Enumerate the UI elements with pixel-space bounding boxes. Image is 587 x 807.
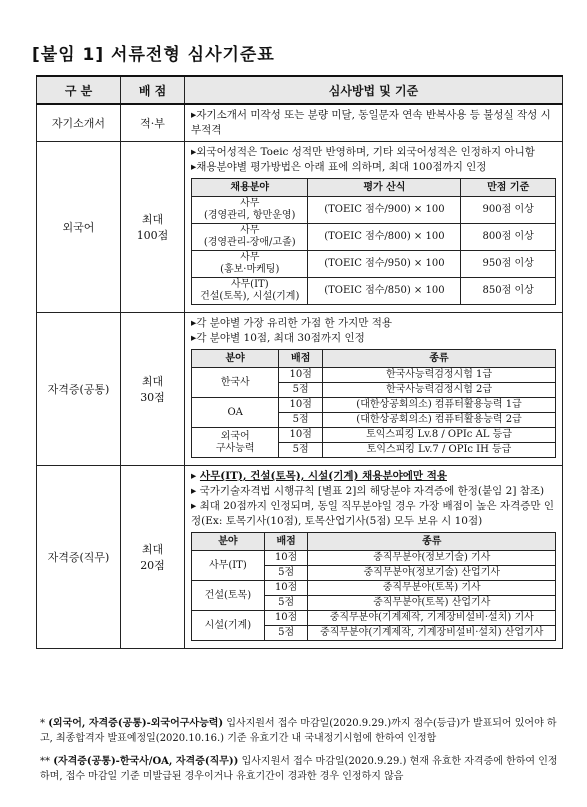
job-pts: 10점 bbox=[264, 611, 308, 626]
lang-bullet-2: 채용분야별 평가방법은 아래 표에 의하며, 최대 100점까지 인정 bbox=[196, 161, 487, 173]
lang-max: 950점 이상 bbox=[461, 251, 556, 278]
cert-kind: 한국사능력검정시험 2급 bbox=[323, 383, 556, 398]
job-pts: 5점 bbox=[264, 566, 308, 581]
essay-score: 적·부 bbox=[121, 104, 185, 142]
essay-category: 자기소개서 bbox=[37, 104, 121, 142]
cert-group: 외국어 bbox=[220, 430, 250, 442]
lang-score-line1: 최대 bbox=[141, 213, 164, 226]
job-group: 사무(IT) bbox=[192, 551, 265, 581]
lang-th-field: 채용분야 bbox=[192, 179, 308, 197]
job-score-line1: 최대 bbox=[141, 543, 164, 556]
cert-kind: 한국사능력검정시험 1급 bbox=[323, 368, 556, 383]
job-th-pts: 배점 bbox=[264, 533, 308, 551]
job-pts: 5점 bbox=[264, 626, 308, 641]
cert-score-line1: 최대 bbox=[141, 375, 164, 388]
cert-kind: (대한상공회의소) 컴퓨터활용능력 1급 bbox=[323, 398, 556, 413]
job-table bbox=[191, 532, 556, 641]
lang-category: 외국어 bbox=[37, 142, 121, 313]
lang-field: 사무 bbox=[240, 225, 260, 236]
cert-bullet-1: 각 분야별 가장 유리한 가점 한 가지만 적용 bbox=[196, 317, 393, 329]
job-kind: 중직무분야(토목) 기사 bbox=[308, 581, 556, 596]
cert-group: OA bbox=[227, 406, 243, 418]
row-language: 외국어 최대 100점 ▸외국어성적은 Toeic 성적만 반영하며, 기타 외국어성적은 인정하지 아니함 ▸채용분야별 평가방법은 아래 표에 의하며, 최대 100점까지 인정 채용분야 평가 산식 만점 기준 사무 (경영관리, 항만운영) (TOEIC 점수/900) × 100 900점 이상 사무 (경영관리-장애/고졸) (TOEIC 점수/800) × 100 800점 이상 사무 (홍보·마케팅) (TOEIC 점수/950) × 100 950점 이상 사무(IT) 건설(토목), 시설(기계) (TOEIC 점수/850) × 100 850점 이상 bbox=[37, 142, 563, 313]
header-score: 배 점 bbox=[121, 76, 185, 104]
cert-th-kind: 종류 bbox=[323, 350, 556, 368]
lang-field-sub: (경영관리, 항만운영) bbox=[204, 210, 296, 221]
cert-score-line2: 30점 bbox=[140, 391, 165, 404]
cert-th-field: 분야 bbox=[192, 350, 279, 368]
lang-formula: (TOEIC 점수/950) × 100 bbox=[308, 251, 461, 278]
lang-field-sub: (홍보·마케팅) bbox=[220, 264, 280, 275]
job-th-field: 분야 bbox=[192, 533, 265, 551]
cert-pts: 10점 bbox=[279, 398, 323, 413]
cert-th-pts: 배점 bbox=[279, 350, 323, 368]
lang-row bbox=[192, 224, 556, 251]
header-criteria: 심사방법 및 기준 bbox=[185, 76, 563, 104]
lang-row bbox=[192, 251, 556, 278]
job-th-kind: 종류 bbox=[308, 533, 556, 551]
lang-max: 900점 이상 bbox=[461, 197, 556, 224]
lang-field: 사무 bbox=[240, 252, 260, 263]
lang-score-line2: 100점 bbox=[136, 229, 169, 242]
cert-kind: 토익스피킹 Lv.7 / OPIc IH 등급 bbox=[323, 443, 556, 458]
job-kind: 중직무분야(토목) 산업기사 bbox=[308, 596, 556, 611]
lang-formula: (TOEIC 점수/900) × 100 bbox=[308, 197, 461, 224]
footnote-1-text: 입사지원서 접수 마감일(2020.9.29.)까지 점수(등급)가 발표되어 있어야 하고, 최종합격자 발표예정일(2020.10.16.) 기준 유효기간 내 국내정기시험에 한하여 인정함 bbox=[40, 718, 557, 744]
footnote-1-mark: * bbox=[40, 718, 45, 729]
footnote-1-bold: (외국어, 자격증(공통)-외국어구사능력) bbox=[48, 718, 224, 729]
job-score-line2: 20점 bbox=[140, 559, 165, 572]
essay-desc: 자기소개서 미작성 또는 분량 미달, 동일문자 연속 반복사용 등 불성실 작성 시 부적격 bbox=[191, 109, 551, 136]
job-group: 시설(기계) bbox=[192, 611, 265, 641]
cert-kind: 토익스피킹 Lv.8 / OPIc AL 등급 bbox=[323, 428, 556, 443]
lang-row bbox=[192, 197, 556, 224]
cert-row bbox=[192, 398, 556, 413]
lang-bullet-1: 외국어성적은 Toeic 성적만 반영하며, 기타 외국어성적은 인정하지 아니함 bbox=[196, 146, 535, 158]
lang-th-max: 만점 기준 bbox=[461, 179, 556, 197]
cert-kind: (대한상공회의소) 컴퓨터활용능력 2급 bbox=[323, 413, 556, 428]
job-row bbox=[192, 581, 556, 596]
job-kind: 중직무분야(정보기술) 기사 bbox=[308, 551, 556, 566]
job-row bbox=[192, 611, 556, 626]
row-essay: 자기소개서 적·부 ▸자기소개서 미작성 또는 분량 미달, 동일문자 연속 반복사용 등 불성실 작성 시 부적격 bbox=[37, 104, 563, 142]
footnote-1 bbox=[40, 716, 560, 746]
page-title: [붙임 1] 서류전형 심사기준표 bbox=[32, 45, 275, 65]
footnote-2-mark: ** bbox=[40, 756, 50, 767]
lang-max: 800점 이상 bbox=[461, 224, 556, 251]
cert-row bbox=[192, 368, 556, 383]
cert-category: 자격증(공통) bbox=[37, 313, 121, 466]
cert-pts: 10점 bbox=[279, 368, 323, 383]
job-pts: 10점 bbox=[264, 551, 308, 566]
lang-table bbox=[191, 178, 556, 305]
cert-pts: 10점 bbox=[279, 428, 323, 443]
job-pts: 10점 bbox=[264, 581, 308, 596]
header-category: 구 분 bbox=[37, 76, 121, 104]
cert-row bbox=[192, 428, 556, 443]
criteria-table bbox=[36, 75, 563, 649]
cert-pts: 5점 bbox=[279, 413, 323, 428]
row-cert-common: 자격증(공통) 최대 30점 ▸각 분야별 가장 유리한 가점 한 가지만 적용 ▸각 분야별 10점, 최대 30점까지 인정 분야 배점 종류 한국사 10점 한국사능력검정시험 1급 5점 한국사능력검정시험 2급 OA 10점 (대한상공회의소) 컴퓨터활용능력 1급 5점 (대한상공회의소) 컴퓨터활용능력 2급 외국어 구사능력 10점 토익스피킹 Lv.8 / OPIc AL 등급 5점 토익스피킹 Lv.7 / OPIc IH 등급 bbox=[37, 313, 563, 466]
job-bullet-2: 국가기술자격법 시행규칙 [별표 2]의 해당분야 자격증에 한정(붙임 2] 참조) bbox=[199, 485, 545, 497]
lang-formula: (TOEIC 점수/800) × 100 bbox=[308, 224, 461, 251]
job-pts: 5점 bbox=[264, 596, 308, 611]
job-group: 건설(토목) bbox=[192, 581, 265, 611]
job-bullet-1: 사무(IT), 건설(토목), 시설(기계) 채용분야에만 적용 bbox=[199, 470, 447, 482]
cert-pts: 5점 bbox=[279, 443, 323, 458]
lang-row bbox=[192, 278, 556, 305]
footnote-2-text: 입사지원서 접수 마감일(2020.9.29.) 현재 유효한 자격증에 한하여 인정하며, 접수 마감일 기준 미발급된 경우이거나 유효기간이 경과한 경우 인정하지 않음 bbox=[40, 756, 558, 782]
row-cert-job: 자격증(직무) 최대 20점 ▸ 사무(IT), 건설(토목), 시설(기계) 채용분야에만 적용 ▸ 국가기술자격법 시행규칙 [별표 2]의 해당분야 자격증에 한정(붙임 2] 참조) ▸ 최대 20점까지 인정되며, 동일 직무분야일 경우 가장 배점이 높은 자격증만 인정(Ex: 토목기사(10점), 토목산업기사(5점) 모두 보유 시 10점) 분야 배점 종류 사무(IT) 10점 중직무분야(정보기술) 기사 5점 중직무분야(정보기술) 산업기사 건설(토목) 10점 중직무분야(토목) 기사 5점 중직무분야(토목) 산업기사 시설(기계) 10점 중직무분야(기계제작, 기계장비설비·설치) 기사 5점 중직무분야(기계제작, 기계장비설비·설치) 산업기사 bbox=[37, 466, 563, 649]
cert-group: 한국사 bbox=[220, 376, 250, 388]
job-kind: 중직무분야(정보기술) 산업기사 bbox=[308, 566, 556, 581]
cert-group-sub: 구사능력 bbox=[215, 442, 255, 454]
lang-field: 사무 bbox=[240, 198, 260, 209]
job-row bbox=[192, 551, 556, 566]
cert-pts: 5점 bbox=[279, 383, 323, 398]
footnote-2-bold: (자격증(공통)-한국사/OA, 자격증(직무)) bbox=[53, 756, 239, 767]
job-kind: 중직무분야(기계제작, 기계장비설비·설치) 기사 bbox=[308, 611, 556, 626]
lang-formula: (TOEIC 점수/850) × 100 bbox=[308, 278, 461, 305]
lang-th-formula: 평가 산식 bbox=[308, 179, 461, 197]
cert-table bbox=[191, 349, 556, 458]
job-category: 자격증(직무) bbox=[37, 466, 121, 649]
lang-field: 사무(IT) bbox=[230, 279, 269, 290]
lang-field-sub: 건설(토목), 시설(기계) bbox=[200, 291, 300, 302]
footnote-2 bbox=[40, 754, 560, 784]
lang-field-sub: (경영관리-장애/고졸) bbox=[203, 237, 296, 248]
lang-max: 850점 이상 bbox=[461, 278, 556, 305]
job-kind: 중직무분야(기계제작, 기계장비설비·설치) 산업기사 bbox=[308, 626, 556, 641]
job-bullet-3: 최대 20점까지 인정되며, 동일 직무분야일 경우 가장 배점이 높은 자격증만 인정(Ex: 토목기사(10점), 토목산업기사(5점) 모두 보유 시 10점) bbox=[191, 500, 554, 527]
cert-bullet-2: 각 분야별 10점, 최대 30점까지 인정 bbox=[196, 332, 365, 344]
